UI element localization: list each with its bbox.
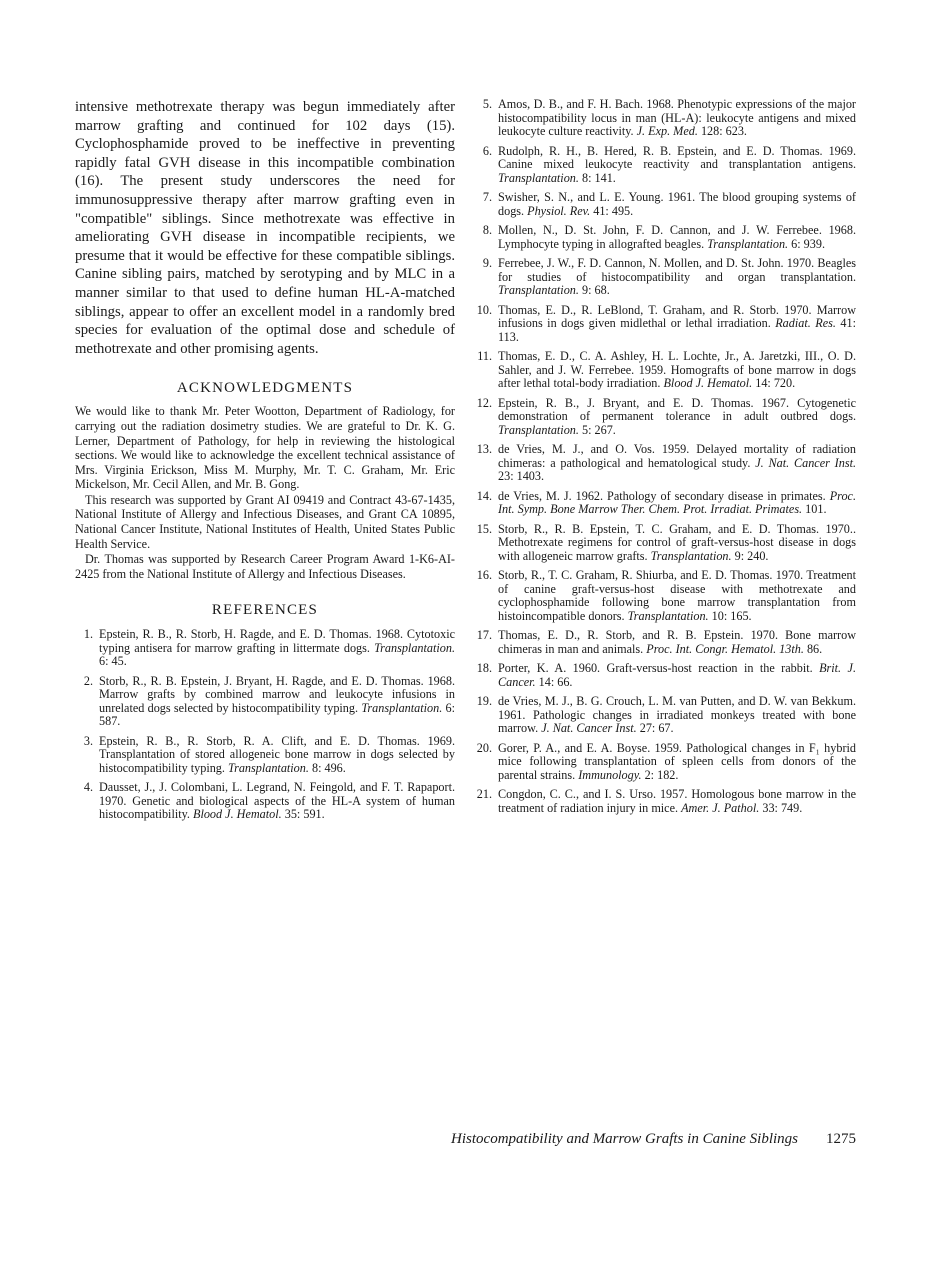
reference-journal: Transplantation. [227, 760, 309, 775]
reference-text: Storb, R., R. B. Epstein, T. C. Graham, and E. D. Thomas. 1970.. Methotrexate regimens for control of graft-versus-host disease in dogs with allogeneic marrow grafts. [498, 521, 856, 563]
reference-journal: Brit. J. Cancer. [498, 661, 856, 689]
reference-text: Gorer, P. A., and E. A. Boyse. 1959. Pathological changes in F₁ hybrid mice following transplantation of spleen cells from donors of the parental strains. [498, 740, 856, 782]
reference-citation: 14: 720. [752, 376, 796, 390]
reference-citation: 6: 939. [788, 236, 826, 251]
reference-citation: 35: 591. [281, 807, 325, 822]
reference-citation: 128: 623. [697, 124, 747, 138]
left-column [75, 98, 455, 828]
reference-citation: 6: 587. [99, 700, 455, 729]
reference-journal: Blood J. Hematol. [663, 376, 753, 390]
reference-item [75, 781, 455, 822]
reference-text: Rudolph, R. H., B. Hered, R. B. Epstein, and E. D. Thomas. 1969. Canine mixed leukocyte reactivity and transplantation antigens. [498, 143, 856, 171]
reference-item [476, 397, 856, 438]
reference-citation: 8: 496. [308, 760, 346, 775]
reference-number: 20. [476, 740, 492, 755]
reference-text: Epstein, R. B., R. Storb, R. A. Clift, and E. D. Thomas. 1969. Transplantation of stored allogeneic bone marrow in dogs selected by histocompatibility typing. [99, 733, 455, 775]
reference-citation: 5: 267. [578, 422, 616, 437]
acknowledgments-paragraph: This research was supported by Grant AI 09419 and Contract 43-67-1435, National Institute of Allergy and Infectious Diseases, and Grant CA 10895, National Cancer Institute, National Institutes of Health, United States Public Health Service. [75, 492, 455, 551]
reference-item [75, 628, 455, 669]
reference-text: Thomas, E. D., R. Storb, and R. B. Epstein. 1970. Bone marrow chimeras in man and animals. [498, 628, 856, 656]
reference-journal: Transplantation. [498, 170, 579, 185]
reference-item [476, 304, 856, 345]
reference-number: 12. [476, 395, 492, 410]
reference-number: 2. [83, 673, 93, 688]
reference-text: Thomas, E. D., C. A. Ashley, H. L. Lochte, Jr., A. Jaretzki, III., O. D. Sahler, and J. W. Ferrebee. 1959. Homografts of bone marrow in dogs after lethal total-body irradiation. [498, 349, 856, 390]
reference-list [476, 98, 856, 815]
reference-journal: Transplantation. [707, 236, 789, 251]
reference-item [75, 735, 455, 776]
reference-item [476, 742, 856, 783]
reference-journal: Transplantation. [498, 422, 579, 437]
reference-citation: 14: 66. [535, 674, 573, 689]
reference-journal: Blood J. Hematol. [193, 807, 282, 822]
reference-item [476, 257, 856, 298]
reference-number: 6. [482, 143, 492, 158]
page-number: 1275 [826, 1131, 856, 1147]
reference-text: Amos, D. B., and F. H. Bach. 1968. Phenotypic expressions of the major histocompatibility locus in man (HL-A): leukocyte antigens and mixed leukocyte culture reactivity. [498, 97, 856, 138]
reference-number: 19. [476, 694, 492, 708]
reference-list [75, 628, 455, 822]
reference-citation: 9: 240. [731, 548, 769, 563]
reference-number: 18. [476, 661, 492, 675]
running-title: Histocompatibility and Marrow Grafts in Canine Siblings [451, 1131, 798, 1147]
reference-number: 9. [482, 256, 492, 270]
reference-text: Swisher, S. N., and L. E. Young. 1961. The blood grouping systems of dogs. [498, 190, 856, 218]
reference-item [75, 675, 455, 729]
reference-text: Porter, K. A. 1960. Graft-versus-host reaction in the rabbit. [498, 661, 820, 675]
acknowledgments-heading: ACKNOWLEDGMENTS [176, 380, 354, 397]
reference-journal: Proc. Int. Symp. Bone Marrow Ther. Chem. Prot. Irradiat. Primates. [498, 488, 856, 516]
reference-number: 5. [482, 97, 492, 111]
reference-text: de Vries, M. J., and O. Vos. 1959. Delayed mortality of radiation chimeras: a pathological and hematological study. [498, 442, 856, 470]
reference-journal: Transplantation. [650, 548, 732, 563]
reference-item [476, 662, 856, 689]
reference-journal: Physiol. Rev. [527, 203, 591, 218]
reference-journal: Transplantation. [627, 608, 709, 623]
reference-item [476, 98, 856, 139]
reference-number: 7. [482, 190, 492, 204]
reference-journal: Transplantation. [498, 283, 579, 297]
reference-citation: 9: 68. [578, 283, 610, 297]
reference-number: 15. [476, 521, 492, 536]
reference-journal: J. Nat. Cancer Inst. [541, 721, 637, 735]
acknowledgments-paragraph: Dr. Thomas was supported by Research Career Program Award 1-K6-AI-2425 from the National Institute of Allergy and Infectious Diseases. [75, 552, 455, 581]
reference-item [476, 224, 856, 251]
reference-number: 21. [476, 787, 492, 801]
reference-citation: 86. [803, 641, 823, 656]
reference-number: 8. [482, 223, 492, 237]
reference-text: Epstein, R. B., R. Storb, H. Ragde, and E. D. Thomas. 1968. Cytotoxic typing antisera for marrow grafting in littermate dogs. [99, 627, 455, 655]
reference-number: 1. [83, 627, 93, 642]
reference-citation: 10: 165. [708, 608, 752, 623]
reference-item [476, 350, 856, 391]
reference-number: 16. [476, 568, 492, 582]
reference-journal: Transplantation. [374, 640, 455, 655]
acknowledgments-paragraph: We would like to thank Mr. Peter Wootton, Department of Radiology, for carrying out the radiation dosimetry studies. We are grateful to Dr. K. G. Lerner, Department of Pathology, for help in reviewing the histological sections. We would like to acknowledge the excellent technical assistance of Mrs. Virginia Erickson, Miss M. Murphy, Mr. T. C. Graham, Mr. Eric Mickelson, Mr. Cecil Allen, and Mr. B. Gong. [75, 404, 455, 492]
reference-item [476, 788, 856, 815]
reference-item [476, 569, 856, 623]
reference-citation: 8: 141. [578, 170, 616, 185]
reference-item [476, 629, 856, 656]
reference-text: Dausset, J., J. Colombani, L. Legrand, N. Feingold, and F. T. Rapaport. 1970. Genetic and biological aspects of the HL-A system of human histocompatibility. [99, 780, 455, 822]
reference-text: Thomas, E. D., R. LeBlond, T. Graham, and R. Storb. 1970. Marrow infusions in dogs given midlethal or lethal irradiation. [498, 302, 856, 330]
discussion-paragraph: intensive methotrexate therapy was begun immediately after marrow grafting and continued for 102 days (15). Cyclophosphamide proved to be ineffective in preventing rapidly fatal GVH disease in this incompatible combination (16). The present study underscores the need for immunosuppressive therapy after marrow grafting even in "compatible" siblings. Since methotrexate was effective in ameliorating GVH disease in incompatible recipients, we presume that it would be effective for these compatible siblings. Canine sibling pairs, matched by serotyping and by MLC in a manner similar to that used to define human HL-A-matched siblings, appear to offer an excellent model in a randomly bred species for evaluation of the optimal dose and schedule of methotrexate and other promising agents. [75, 99, 455, 357]
reference-item [476, 523, 856, 564]
reference-journal: Amer. J. Pathol. [681, 800, 760, 815]
reference-citation: 101. [802, 502, 827, 516]
reference-item [476, 191, 856, 218]
reference-number: 13. [476, 442, 492, 456]
reference-text: Storb, R., T. C. Graham, R. Shiurba, and E. D. Thomas. 1970. Treatment of canine graft-versus-host disease with methotrexate and cyclophosphamide following bone marrow transplantation from histoincompatible donors. [498, 568, 856, 623]
reference-citation: 6: 45. [99, 654, 127, 669]
reference-journal: Immunology. [578, 767, 642, 782]
reference-text: Epstein, R. B., J. Bryant, and E. D. Thomas. 1967. Cytogenetic demonstration of permanent tolerance in adult outbred dogs. [498, 395, 856, 423]
reference-citation: 23: 1403. [498, 469, 545, 483]
reference-item [476, 443, 856, 484]
right-column [476, 98, 856, 821]
reference-text: Ferrebee, J. W., F. D. Cannon, N. Mollen, and D. St. John. 1970. Beagles for studies of histocompatibility and organ transplantation. [498, 256, 856, 284]
reference-text: Mollen, N., D. St. John, F. D. Cannon, and J. W. Ferrebee. 1968. Lymphocyte typing in allografted beagles. [498, 223, 856, 251]
reference-citation: 41: 495. [590, 203, 634, 218]
reference-item [476, 145, 856, 186]
reference-citation: 33: 749. [759, 800, 803, 815]
reference-number: 17. [476, 628, 492, 642]
reference-text: Congdon, C. C., and I. S. Urso. 1957. Homologous bone marrow in the treatment of radiation injury in mice. [498, 787, 856, 815]
reference-text: Storb, R., R. B. Epstein, J. Bryant, H. Ragde, and E. D. Thomas. 1968. Marrow grafts by combined marrow and leukocyte infusions in unrelated dogs selected by histocompatibility typing. [99, 673, 455, 715]
reference-number: 4. [83, 780, 93, 795]
reference-journal: J. Exp. Med. [636, 124, 698, 138]
reference-journal: Proc. Int. Congr. Hematol. 13th. [646, 641, 804, 656]
reference-journal: J. Nat. Cancer Inst. [755, 455, 857, 470]
reference-citation: 41: 113. [498, 316, 856, 344]
reference-number: 10. [476, 302, 492, 317]
reference-text: de Vries, M. J. 1962. Pathology of secondary disease in primates. [498, 488, 830, 503]
reference-text: de Vries, M. J., B. G. Crouch, L. M. van Putten, and D. W. van Bekkum. 1961. Pathologic changes in irradiated monkeys treated with bone marrow. [498, 694, 856, 735]
reference-number: 11. [477, 349, 492, 363]
reference-citation: 27: 67. [636, 721, 674, 735]
page-footer [378, 1131, 856, 1148]
reference-item [476, 695, 856, 736]
reference-item [476, 490, 856, 517]
reference-journal: Radiat. Res. [775, 316, 836, 330]
reference-number: 3. [83, 733, 93, 748]
reference-journal: Transplantation. [361, 700, 443, 715]
references-heading: REFERENCES [211, 602, 319, 619]
reference-number: 14. [476, 488, 492, 503]
reference-citation: 2: 182. [641, 767, 679, 782]
